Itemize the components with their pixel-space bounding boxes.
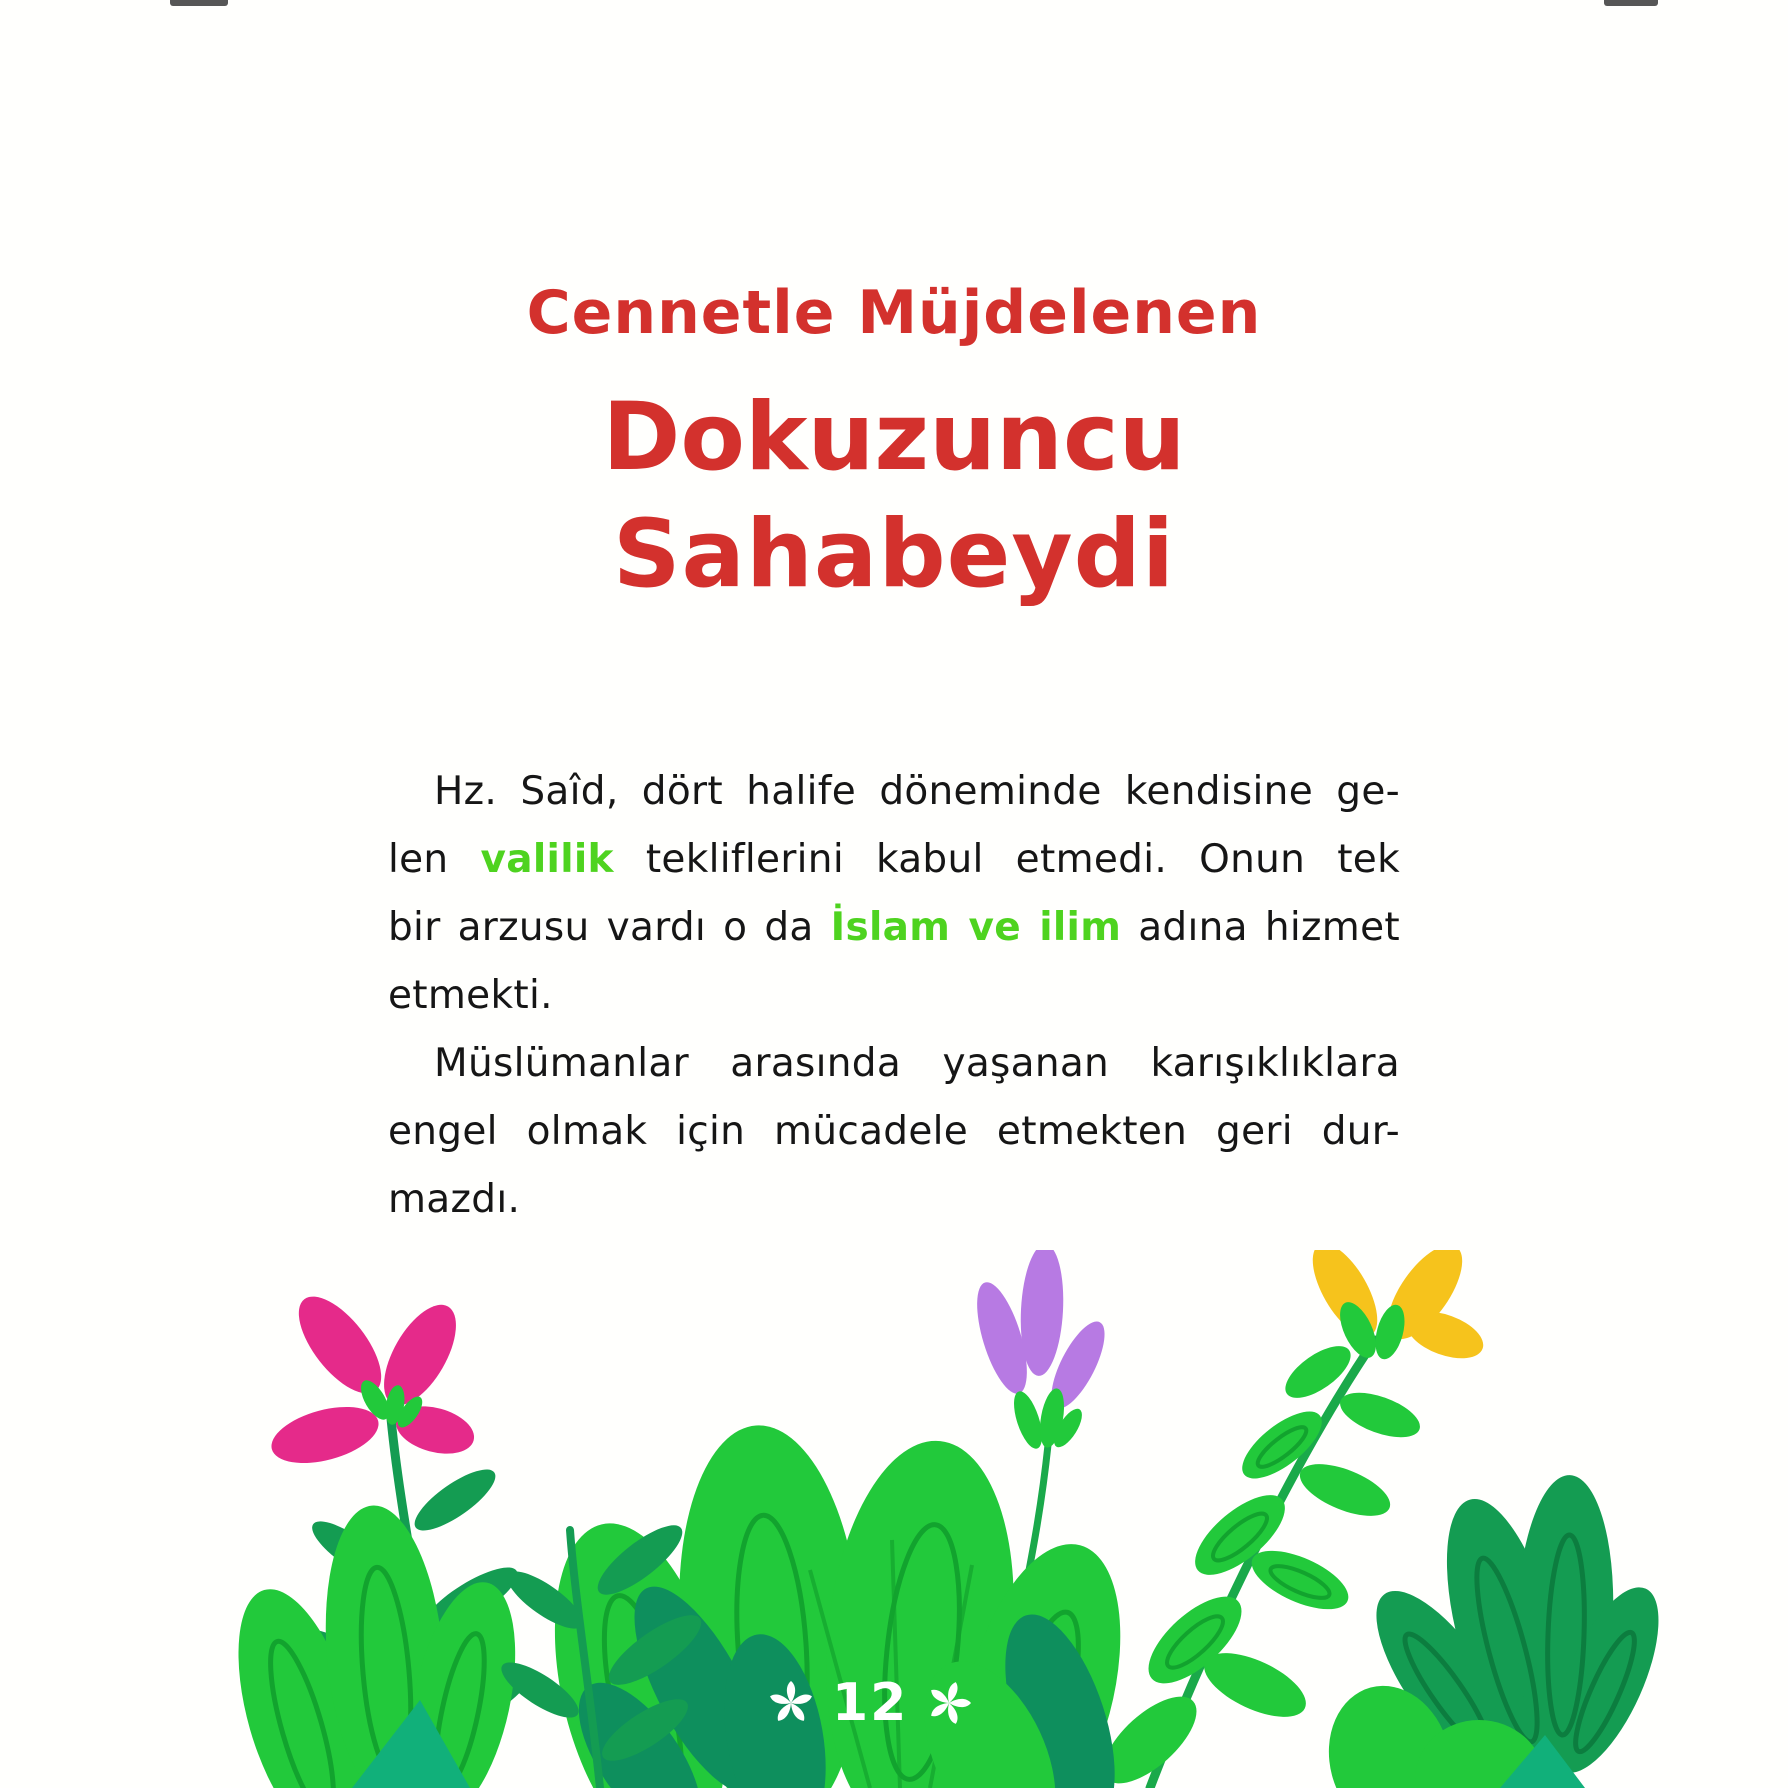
page-number-group [768, 1668, 972, 1738]
chapter-title-line-2: Sahabeydi [612, 500, 1176, 609]
body-line: Müslümanlar arasında yaşanan karışıklıklara [434, 1041, 1400, 1086]
body-line: Hz. Saîd, dört halife döneminde kendisine ge- [434, 769, 1400, 814]
right-bush [1313, 1473, 1681, 1788]
body-text [388, 758, 1400, 1234]
chapter-title-line-1: Dokuzuncu [602, 383, 1186, 492]
page-number: 12 [832, 1673, 909, 1733]
top-left-crop-mark [170, 0, 228, 6]
top-right-crop-mark [1604, 0, 1658, 6]
pink-flower [265, 1283, 479, 1473]
body-line: engel olmak için mücadele etmekten geri dur- [388, 1109, 1400, 1154]
flower-icon [768, 1680, 814, 1726]
body-line: mazdı. [388, 1177, 521, 1222]
highlight-word: valilik [480, 837, 614, 882]
chapter-subtitle: Cennetle Müjdelenen [526, 278, 1262, 348]
body-line: etmekti. [388, 973, 553, 1018]
flower-icon [920, 1674, 978, 1732]
body-line: len valilik tekliflerini kabul etmedi. Onun tek [388, 837, 1400, 882]
highlight-word: İslam ve ilim [830, 905, 1122, 950]
body-line: bir arzusu vardı o da İslam ve ilim adına hizmet [388, 905, 1400, 950]
left-bush [214, 1501, 534, 1788]
